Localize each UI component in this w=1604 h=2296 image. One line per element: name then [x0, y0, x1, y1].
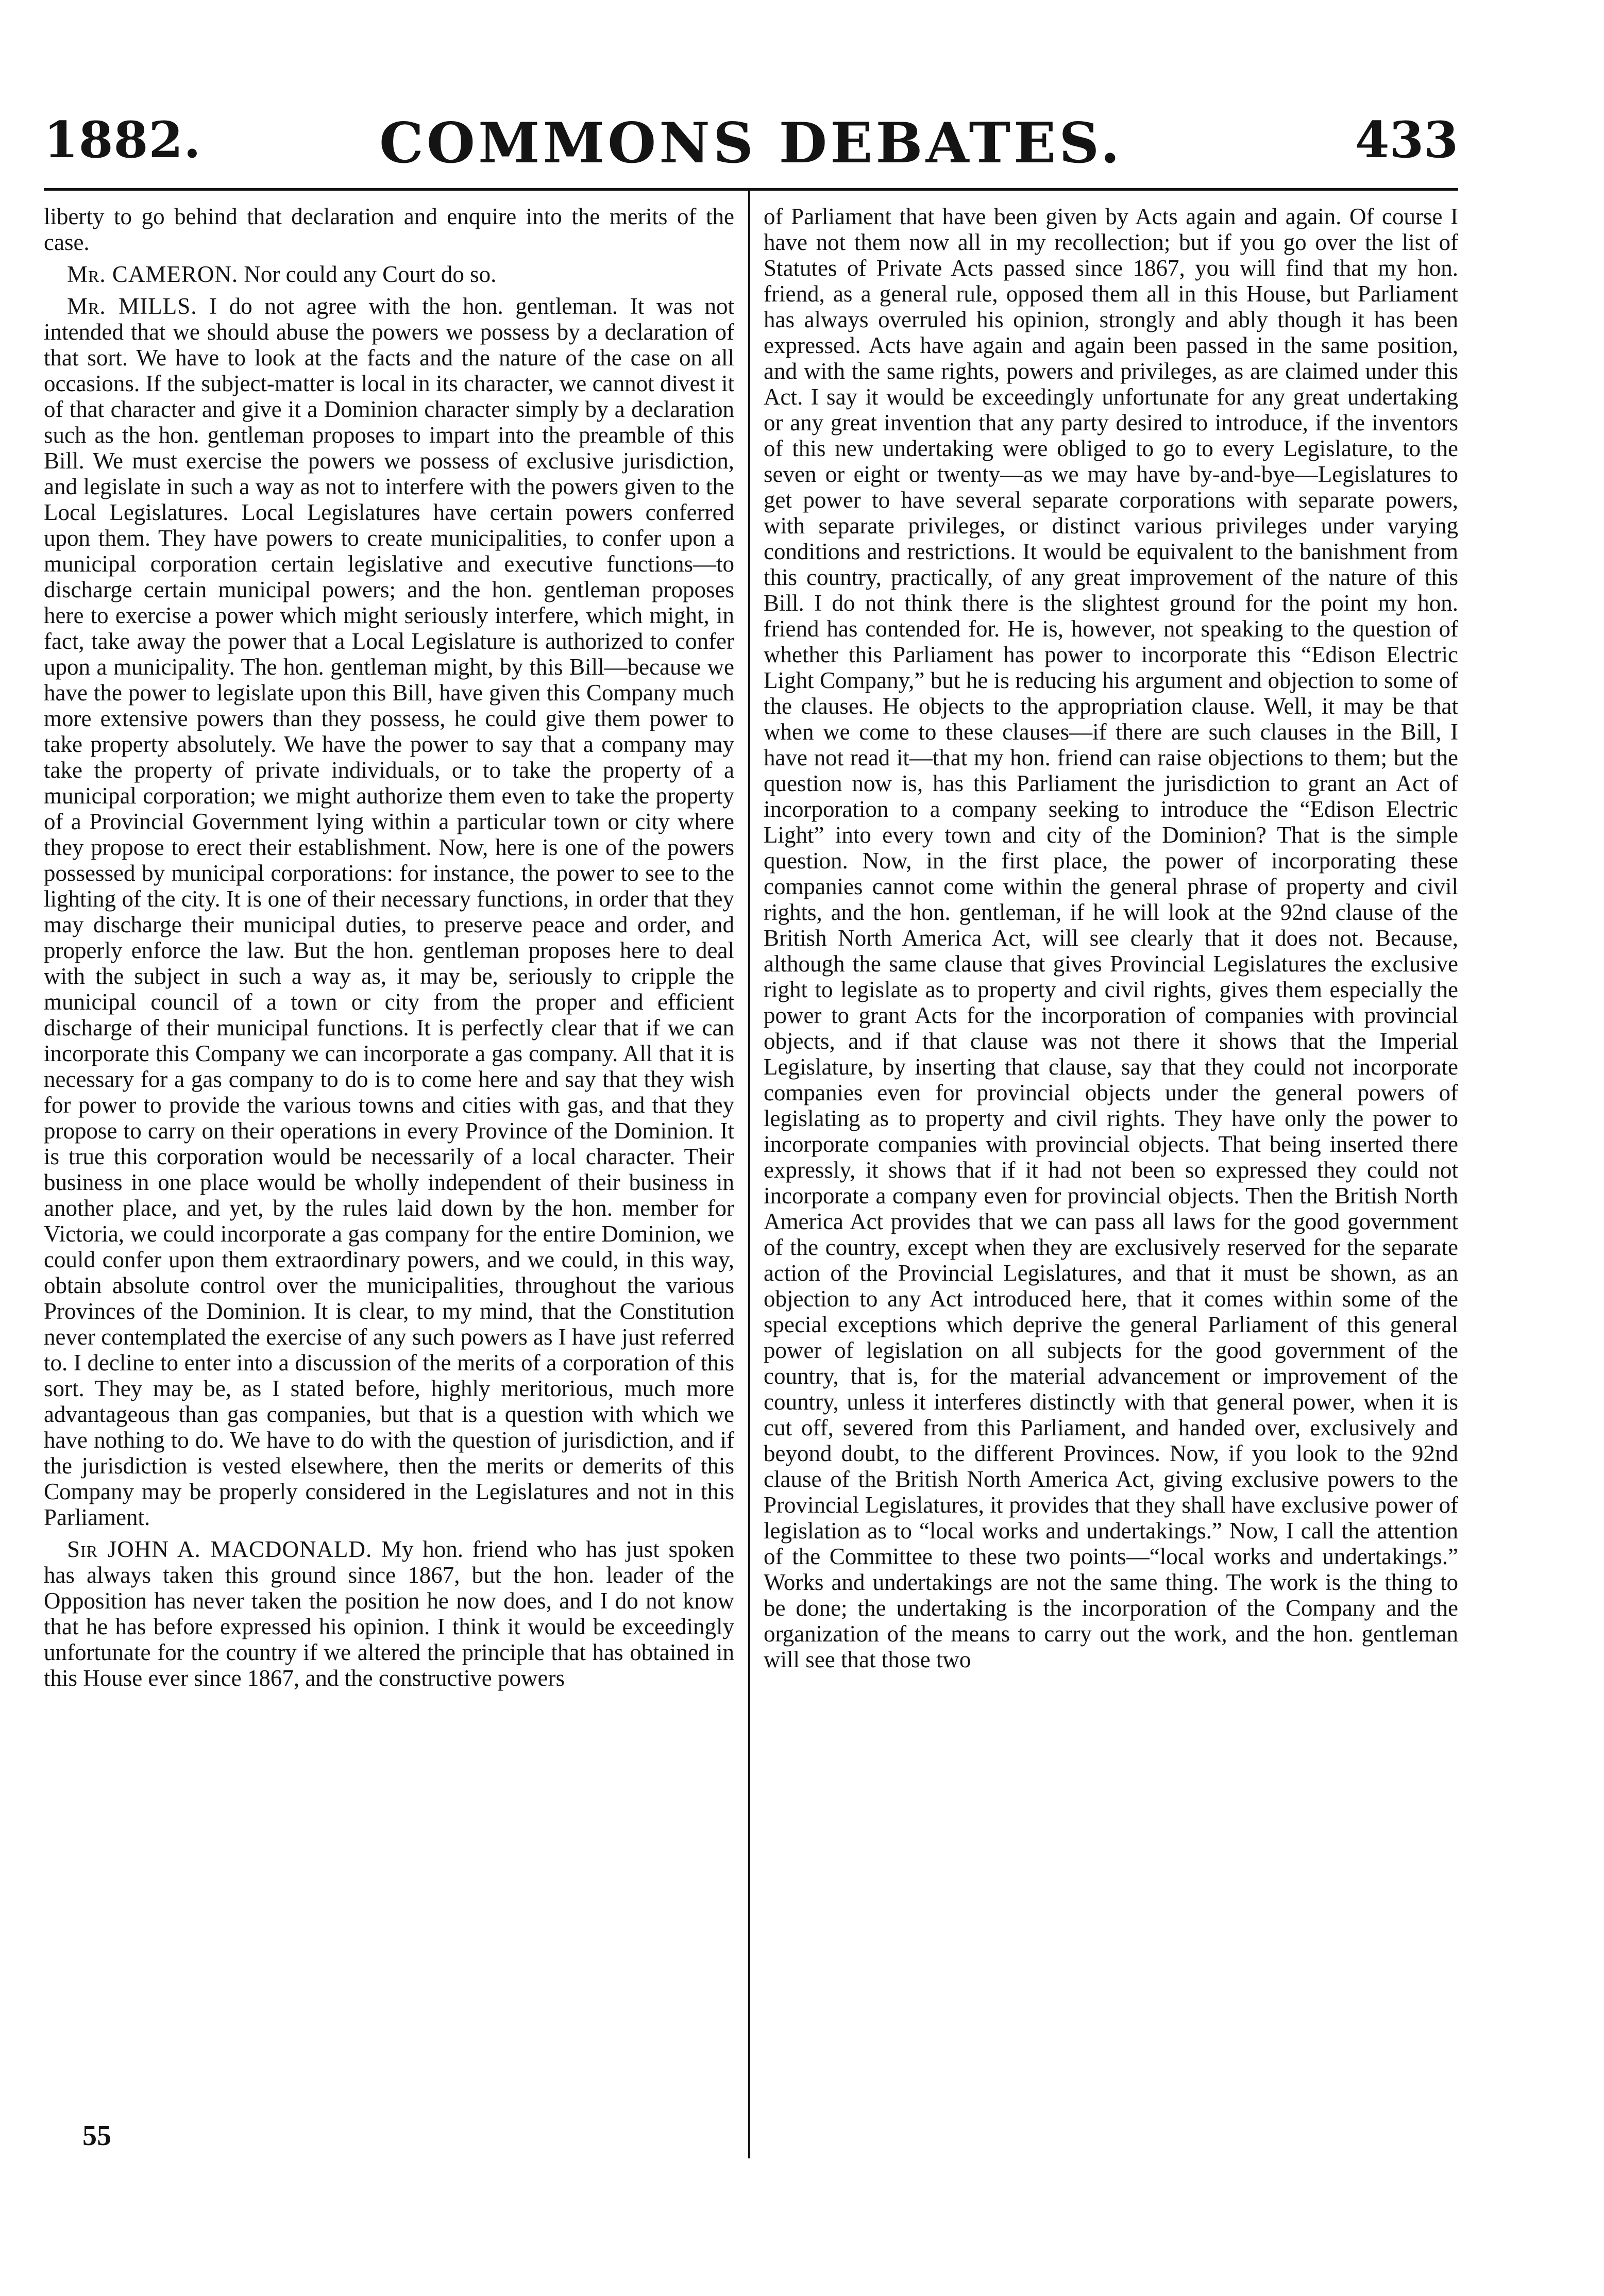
paragraph-text: liberty to go behind that declaration and enquire into the merits of the case. — [44, 204, 734, 255]
speaker-name: Sir JOHN A. MACDONALD. — [67, 1536, 373, 1562]
left-column — [44, 204, 734, 2121]
paragraph-text: I do not agree with the hon. gentleman. It was not intended that we should abuse the powers we possess by a declaration of that sort. We have to look at the facts and the nature of the case on all occasions. If the subject-matter is local in its character, we cannot divest it of that character and give it a Dominion character simply by a declaration such as the hon. gentleman proposes to impart into the preamble of this Bill. We must exercise the powers we possess of exclusive jurisdiction, and legislate in such a way as not to interfere with the powers given to the Local Legislatures. Local Legislatures have certain powers conferred upon them. They have powers to create municipalities, to confer upon a municipal corporation certain legislative and executive functions—to discharge certain municipal powers; and the hon. gentleman proposes here to exercise a power which might seriously interfere, which might, in fact, take away the power that a Local Legislature is authorized to confer upon a municipality. The hon. gentleman might, by this Bill—because we have the power to legislate upon this Bill, have given this Company much more extensive powers than they possess, he could give them power to take property absolutely. We have the power to say that a company may take the property of private individuals, or to take the property of a municipal corporation; we might authorize them even to take the property of a Provincial Government lying within a particular town or city where they propose to erect their establishment. Now, here is one of the powers possessed by municipal corporations: for instance, the power to see to the lighting of the city. It is one of their necessary functions, in order that they may discharge their municipal duties, to preserve peace and order, and properly enforce the law. But the hon. gentleman proposes here to deal with the subject in such a way as, it may be, seriously to cripple the municipal council of a town or city from the proper and efficient discharge of their municipal functions. It is perfectly clear that if we can incorporate this Company we can incorporate a gas company. All that it is necessary for a gas company to do is to come here and say that they wish for power to provide the various towns and cities with gas, and that they propose to carry on their operations in every Province of the Dominion. It is true this corporation would be necessarily of a local character. Their business in one place would be wholly independent of their business in another place, and yet, by the rules laid down by the hon. member for Victoria, we could incorporate a gas company for the entire Dominion, we could confer upon them extraordinary powers, and we could, in this way, obtain absolute control over the municipalities, throughout the various Provinces of the Dominion. It is clear, to my mind, that the Constitution never contemplated the exercise of any such powers as I have just referred to. I decline to enter into a discussion of the merits of a corporation of this sort. They may be, as I stated before, highly meritorious, much more advantageous than gas companies, but that is a question with which we have nothing to do. We have to do with the question of jurisdiction, and if the jurisdiction is vested elsewhere, then the merits or demerits of this Company may be properly considered in the Legislatures and not in this Parliament. — [44, 293, 734, 1530]
paragraph-text: Nor could any Court do so. — [244, 261, 497, 287]
paragraph — [44, 261, 734, 287]
speaker-name: Mr. MILLS. — [67, 293, 197, 319]
paragraph — [44, 204, 734, 255]
header-title: COMMONS DEBATES. — [379, 111, 1123, 176]
paragraph — [764, 204, 1458, 1672]
header-year: 1882. — [44, 111, 201, 169]
right-column — [764, 204, 1458, 2121]
speaker-name: Mr. CAMERON. — [67, 261, 239, 287]
paragraph — [44, 1536, 734, 1691]
paragraph — [44, 293, 734, 1530]
paragraph-text: of Parliament that have been given by Acts again and again. Of course I have not them now all in my recollection; but if you go over the list of Statutes of Private Acts passed since 1867, you will find that my hon. friend, as a general rule, opposed them all in this House, but Parliament has always overruled his opinion, strongly and ably though it has been expressed. Acts have again and again been passed in the same position, and with the same rights, powers and privileges, as are claimed under this Act. I say it would be exceedingly unfortunate for any great undertaking or any great invention that any party desired to introduce, if the inventors of this new undertaking were obliged to go to every Legislature, to the seven or eight or twenty—as we may have by-and-bye—Legislatures to get power to have several separate corporations with separate powers, with separate privileges, or distinct various privileges under varying conditions and restrictions. It would be equivalent to the banishment from this country, practically, of any great improvement of the nature of this Bill. I do not think there is the slightest ground for the point my hon. friend has contended for. He is, however, not speaking to the question of whether this Parliament has power to incorporate this “Edison Electric Light Company,” but he is reducing his argument and objection to some of the clauses. He objects to the appropriation clause. Well, it may be that when we come to these clauses—if there are such clauses in the Bill, I have not read it—that my hon. friend can raise objections to them; but the question now is, has this Parliament the jurisdiction to grant an Act of incorporation to a company seeking to introduce the “Edison Electric Light” into every town and city of the Dominion? That is the simple question. Now, in the first place, the power of incorporating these companies cannot come within the general phrase of property and civil rights, and the hon. gentleman, if he will look at the 92nd clause of the British North America Act, will see clearly that it does not. Because, although the same clause that gives Provincial Legislatures the exclusive right to legislate as to property and civil rights, gives them especially the power to grant Acts for the incorporation of companies with provincial objects, and if that clause was not there it shows that the Imperial Legislature, by inserting that clause, say that they could not incorporate companies even for provincial objects under the general powers of legislating as to property and civil rights. They have only the power to incorporate companies with provincial objects. That being inserted there expressly, it shows that if it had not been so expressed they could not incorporate a company even for provincial objects. Then the British North America Act provides that we can pass all laws for the good government of the country, except when they are exclusively reserved for the separate action of the Provincial Legislatures, and that it must be shown, as an objection to any Act introduced here, that it comes within some of the special exceptions which deprive the general Parliament of this general power of legislation on all subjects for the good government of the country, that is, for the material advancement or improvement of the country, unless it interferes distinctly with that general power, when it is cut off, severed from this Parliament, and handed over, exclusively and beyond doubt, to the different Provinces. Now, if you look to the 92nd clause of the British North America Act, giving exclusive powers to the Provincial Legislatures, it provides that they shall have exclusive power of legislation as to “local works and undertakings.” Now, I call the attention of the Committee to these two points—“local works and undertakings.” Works and undertakings are not the same thing. The work is the thing to be done; the undertaking is the incorporation of the Company and the organization of the means to carry out the work, and the hon. gentleman will see that those two — [764, 204, 1458, 1672]
column-divider — [748, 190, 750, 2158]
signature-mark: 55 — [82, 2120, 111, 2152]
page-number: 433 — [1355, 111, 1458, 169]
header-rule — [44, 188, 1458, 191]
paragraph-text: My hon. friend who has just spoken has always taken this ground since 1867, but the hon. leader of the Opposition has never taken the position he now does, and I do not know that he has before expressed his opinion. I think it would be exceedingly unfortunate for the country if we altered the principle that has obtained in this House ever since 1867, and the constructive powers — [44, 1536, 734, 1691]
running-header — [44, 100, 1458, 178]
